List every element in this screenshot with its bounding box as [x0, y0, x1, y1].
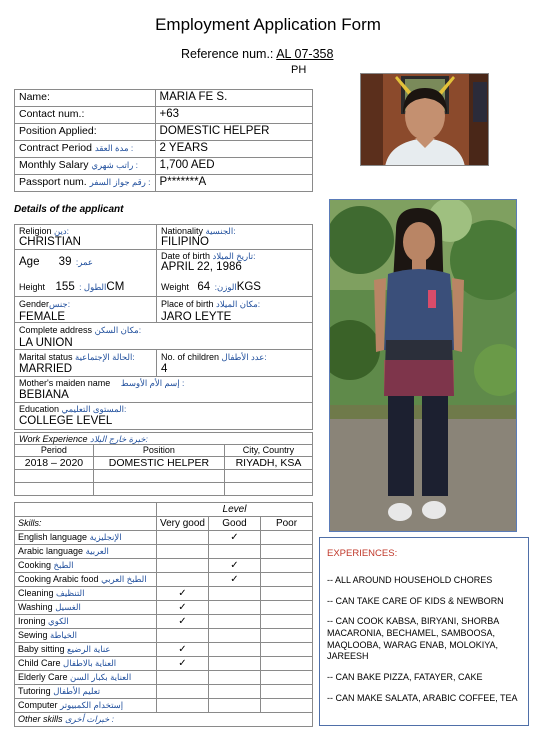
religion-cell: [19, 227, 81, 249]
skill-row: [15, 629, 313, 643]
age-label: Age: [19, 256, 40, 268]
weight-cell: [161, 278, 261, 295]
address-cell: [19, 326, 141, 350]
skills-level-label: Level: [156, 503, 312, 517]
nationality-cell: [161, 227, 236, 249]
basic-info-label-cell: [15, 175, 156, 192]
basic-info-value: +63: [155, 107, 312, 124]
weight-value: 64KGS: [197, 281, 261, 293]
skill-row: [15, 685, 313, 699]
details-rule: [15, 296, 312, 297]
skill-level-cell: [156, 699, 208, 713]
basic-info-row: [15, 107, 313, 124]
basic-info-label-ar: رقم جواز السفر :: [89, 177, 151, 187]
personal-details: [14, 224, 313, 430]
work-cell: RIYADH, KSA: [224, 457, 312, 470]
skill-name-cell: [15, 643, 157, 657]
reference-number: [181, 47, 333, 61]
skill-level-cell: [209, 545, 261, 559]
skill-level-cell: [209, 671, 261, 685]
skill-level-cell: [209, 615, 261, 629]
skill-row: [15, 601, 313, 615]
work-cell: [93, 483, 224, 496]
skill-name-ar: الطبخ: [53, 560, 74, 570]
skill-level-cell: [261, 671, 313, 685]
details-rule: [15, 376, 312, 377]
skill-level-cell: [209, 587, 261, 601]
skills-body: [15, 503, 313, 727]
skill-level-cell: [209, 685, 261, 699]
skill-level-cell: [156, 545, 208, 559]
portrait-photo: [360, 73, 489, 166]
check-icon: ✓: [178, 602, 187, 613]
other-skills-row: [15, 713, 313, 727]
skill-level-cell: [156, 685, 208, 699]
skill-row: [15, 573, 313, 587]
work-cell: [15, 470, 94, 483]
experience-item: -- CAN BAKE PIZZA, FATAYER, CAKE: [327, 672, 483, 683]
experience-item: -- CAN COOK KABSA, BIRYANI, SHORBA MACARONIA, BECHAMEL, SAMBOOSA, MAQLOOBA, WARAG ENAB, MOLOKIYA, JAREESH: [327, 616, 499, 662]
children-label-ar: عدد الأطفال:: [221, 352, 267, 362]
details-rule: [15, 249, 312, 250]
dob-value: APRIL 22, 1986: [161, 261, 242, 274]
basic-info-label-cell: [15, 90, 156, 107]
skill-level-cell: [209, 573, 261, 587]
skill-level-cell: [156, 587, 208, 601]
skill-name: Sewing: [18, 630, 48, 640]
dob-label-ar: تاريخ الميلاد:: [212, 251, 256, 261]
reference-value: AL 07-358: [276, 47, 334, 61]
gender-label: Gender: [19, 299, 50, 309]
skill-name-ar: العناية بكبار السن: [70, 672, 132, 682]
address-value: LA UNION: [19, 337, 73, 350]
basic-info-value: 1,700 AED: [155, 158, 312, 175]
full-body-photo: [329, 199, 517, 532]
basic-info-body: [15, 90, 313, 192]
nationality-label: Nationality: [161, 226, 204, 236]
work-cell: DOMESTIC HELPER: [93, 457, 224, 470]
pob-cell: [161, 300, 260, 324]
skill-level-cell: [261, 629, 313, 643]
skill-row: [15, 615, 313, 629]
skill-name: English language: [18, 532, 88, 542]
check-icon: ✓: [178, 588, 187, 599]
form-title: Employment Application Form: [155, 15, 381, 34]
skill-name-cell: [15, 685, 157, 699]
education-value: COLLEGE LEVEL: [19, 415, 113, 428]
skill-name: Computer: [18, 700, 58, 710]
details-divider-2: [156, 349, 157, 376]
skill-level-cell: [156, 573, 208, 587]
marital-label: Marital status: [19, 352, 73, 362]
skill-level-cell: [261, 573, 313, 587]
mother-value: BEBIANA: [19, 389, 69, 402]
skill-row: [15, 531, 313, 545]
skill-name-ar: إستخدام الكمبيوتر: [60, 700, 124, 710]
education-label: Education: [19, 404, 60, 414]
mother-label: Mother's maiden name: [19, 378, 111, 388]
skill-row: [15, 671, 313, 685]
work-header-row: [15, 445, 313, 457]
basic-info-label-ar: راتب شهري :: [91, 160, 139, 170]
skill-name-ar: الطبخ العربي: [101, 574, 147, 584]
basic-info-label: Contract Period: [19, 142, 92, 154]
basic-info-label: Contact num.:: [19, 108, 85, 120]
pob-label: Place of birth: [161, 299, 214, 309]
skills-header-row: [15, 517, 313, 531]
skill-level-cell: [261, 559, 313, 573]
skill-row: [15, 587, 313, 601]
basic-info-table: [14, 89, 313, 192]
skill-name: Child Care: [18, 658, 61, 668]
skill-level-cell: [156, 615, 208, 629]
basic-info-row: [15, 158, 313, 175]
work-header-cell: Position: [93, 445, 224, 457]
experience-item: -- CAN MAKE SALATA, ARABIC COFFEE, TEA: [327, 692, 518, 703]
skill-name-ar: الغسيل: [55, 602, 81, 612]
other-skills-label: Other skills: [18, 714, 63, 724]
work-cell: 2018 – 2020: [15, 457, 94, 470]
weight-label-ar: الوزن:: [214, 282, 237, 292]
skill-name-cell: [15, 531, 157, 545]
gender-cell: [19, 300, 70, 324]
reference-label: Reference num.:: [181, 47, 277, 61]
skill-name-cell: [15, 587, 157, 601]
skill-level-cell: [261, 699, 313, 713]
skill-level-cell: [261, 601, 313, 615]
skill-name-ar: العناية بالاطفال: [63, 658, 117, 668]
skills-header-label: Skills:: [15, 517, 157, 531]
pob-value: JARO LEYTE: [161, 311, 232, 324]
skill-row: [15, 643, 313, 657]
skill-level-cell: [261, 615, 313, 629]
check-icon: ✓: [178, 644, 187, 655]
skill-row: [15, 657, 313, 671]
basic-info-value: DOMESTIC HELPER: [155, 124, 312, 141]
work-row: [15, 483, 313, 496]
skill-name: Cooking Arabic food: [18, 574, 99, 584]
children-cell: [161, 353, 267, 376]
skill-level-cell: [156, 559, 208, 573]
skill-name-ar: الكوي: [48, 616, 69, 626]
gender-label-ar: جنس:: [49, 299, 71, 309]
skill-name-cell: [15, 545, 157, 559]
skill-name-cell: [15, 629, 157, 643]
skill-level-cell: [156, 531, 208, 545]
gender-value: FEMALE: [19, 311, 66, 324]
basic-info-row: [15, 175, 313, 192]
marital-value: MARRIED: [19, 363, 73, 376]
portrait-photo-image: [361, 74, 489, 166]
check-icon: ✓: [230, 532, 239, 543]
basic-info-label-cell: [15, 141, 156, 158]
basic-info-label-cell: [15, 158, 156, 175]
height-value: 155CM: [55, 281, 125, 293]
reference-country: PH: [291, 64, 307, 76]
skill-level-cell: [261, 643, 313, 657]
skill-level-cell: [261, 587, 313, 601]
children-value: 4: [161, 363, 168, 376]
skill-level-cell: [156, 601, 208, 615]
details-rule: [15, 402, 312, 403]
skill-level-cell: [261, 531, 313, 545]
experiences-heading: EXPERIENCES:: [327, 548, 398, 559]
weight-label: Weight: [161, 282, 189, 292]
work-row: [15, 457, 313, 470]
skill-level-cell: [209, 531, 261, 545]
skills-level-header: Very good: [156, 517, 208, 531]
experience-item: -- CAN TAKE CARE OF KIDS & NEWBORN: [327, 595, 504, 606]
work-header-cell: City, Country: [224, 445, 312, 457]
children-label: No. of children: [161, 352, 220, 362]
skill-name-cell: [15, 657, 157, 671]
dob-label: Date of birth: [161, 251, 211, 261]
basic-info-label: Monthly Salary: [19, 159, 89, 171]
address-label: Complete address: [19, 325, 93, 335]
skill-name-cell: [15, 559, 157, 573]
basic-info-label: Name:: [19, 91, 50, 103]
skill-name-cell: [15, 699, 157, 713]
work-experience-body: [15, 445, 313, 496]
height-cell: [19, 278, 124, 295]
experiences-box: [319, 537, 529, 726]
skill-level-cell: [209, 559, 261, 573]
basic-info-label-cell: [15, 107, 156, 124]
skill-name-ar: الإنجليزية: [89, 532, 122, 542]
skill-level-cell: [156, 643, 208, 657]
skill-name: Baby sitting: [18, 644, 65, 654]
check-icon: ✓: [230, 574, 239, 585]
address-label-ar: مكان السكن:: [94, 325, 142, 335]
skill-name-cell: [15, 601, 157, 615]
experience-item: -- ALL AROUND HOUSEHOLD CHORES: [327, 575, 493, 585]
skills-level-header: Good: [209, 517, 261, 531]
skills-table: [14, 502, 313, 727]
age-cell: [19, 253, 93, 270]
basic-info-row: [15, 141, 313, 158]
basic-info-value: 2 YEARS: [155, 141, 312, 158]
basic-info-label: Position Applied:: [19, 125, 97, 137]
other-skills-cell: [15, 713, 313, 727]
height-label: Height: [19, 282, 46, 292]
skill-name-cell: [15, 671, 157, 685]
skill-name: Cooking: [18, 560, 52, 570]
skill-level-cell: [209, 629, 261, 643]
work-cell: [224, 483, 312, 496]
skill-level-cell: [209, 601, 261, 615]
basic-info-row: [15, 124, 313, 141]
work-heading-label: Work Experience: [19, 434, 88, 444]
marital-cell: [19, 353, 135, 376]
mother-cell: [19, 379, 184, 402]
mother-label-ar: إسم الأم الأوسط :: [120, 378, 185, 388]
skill-level-cell: [156, 657, 208, 671]
skill-name: Cleaning: [18, 588, 54, 598]
skill-row: [15, 545, 313, 559]
basic-info-row: [15, 90, 313, 107]
skill-name: Tutoring: [18, 686, 51, 696]
skills-level-row: [15, 503, 313, 517]
work-cell: [224, 470, 312, 483]
experiences-list: [327, 575, 522, 705]
skill-name-ar: تعليم الأطفال: [53, 686, 101, 696]
basic-info-label-ar: مدة العقد :: [94, 143, 134, 153]
details-divider: [156, 225, 157, 322]
basic-info-value: MARIA FE S.: [155, 90, 312, 107]
skill-level-cell: [261, 657, 313, 671]
skill-row: [15, 699, 313, 713]
education-cell: [19, 405, 126, 428]
religion-label-ar: دين:: [54, 226, 70, 236]
skill-level-cell: [209, 699, 261, 713]
work-experience-table: [14, 444, 313, 496]
skill-level-cell: [261, 685, 313, 699]
nationality-label-ar: الجنسية:: [205, 226, 236, 236]
pob-label-ar: مكان الميلاد:: [216, 299, 261, 309]
details-heading: Details of the applicant: [14, 204, 124, 215]
age-label-ar: عمر:: [75, 257, 93, 267]
check-icon: ✓: [178, 616, 187, 627]
skill-level-cell: [209, 657, 261, 671]
check-icon: ✓: [230, 560, 239, 571]
skill-name-cell: [15, 615, 157, 629]
skill-level-cell: [156, 629, 208, 643]
skill-name: Ironing: [18, 616, 46, 626]
skill-name: Washing: [18, 602, 53, 612]
skills-level-header: Poor: [261, 517, 313, 531]
dob-cell: [161, 252, 255, 274]
skill-level-cell: [209, 643, 261, 657]
skill-name-ar: عناية الرضيع: [67, 644, 111, 654]
basic-info-value: P*******A: [155, 175, 312, 192]
full-body-photo-image: [330, 200, 517, 532]
religion-value: CHRISTIAN: [19, 236, 81, 249]
skill-name-ar: الخياطة: [50, 630, 77, 640]
work-cell: [15, 483, 94, 496]
skill-level-cell: [156, 671, 208, 685]
marital-label-ar: الحالة الإجتماعية:: [75, 352, 135, 362]
basic-info-label-cell: [15, 124, 156, 141]
skill-name: Elderly Care: [18, 672, 68, 682]
height-label-ar: الطول :: [79, 282, 107, 292]
basic-info-label: Passport num.: [19, 176, 87, 188]
other-skills-label-ar: خبرات أخرى :: [65, 714, 114, 724]
skills-blank-cell: [15, 503, 157, 517]
skill-name-cell: [15, 573, 157, 587]
check-icon: ✓: [178, 658, 187, 669]
work-cell: [93, 470, 224, 483]
skill-row: [15, 559, 313, 573]
nationality-value: FILIPINO: [161, 236, 209, 249]
age-value: 39: [58, 256, 72, 268]
work-heading-ar: خبرة خارج البلاد:: [90, 434, 148, 444]
skill-name-ar: العربية: [85, 546, 109, 556]
work-row: [15, 470, 313, 483]
skill-level-cell: [261, 545, 313, 559]
work-header-cell: Period: [15, 445, 94, 457]
skill-name: Arabic language: [18, 546, 84, 556]
religion-label: Religion: [19, 226, 52, 236]
skill-name-ar: التنظيف: [56, 588, 85, 598]
education-label-ar: المستوى التعليمي:: [61, 404, 127, 414]
